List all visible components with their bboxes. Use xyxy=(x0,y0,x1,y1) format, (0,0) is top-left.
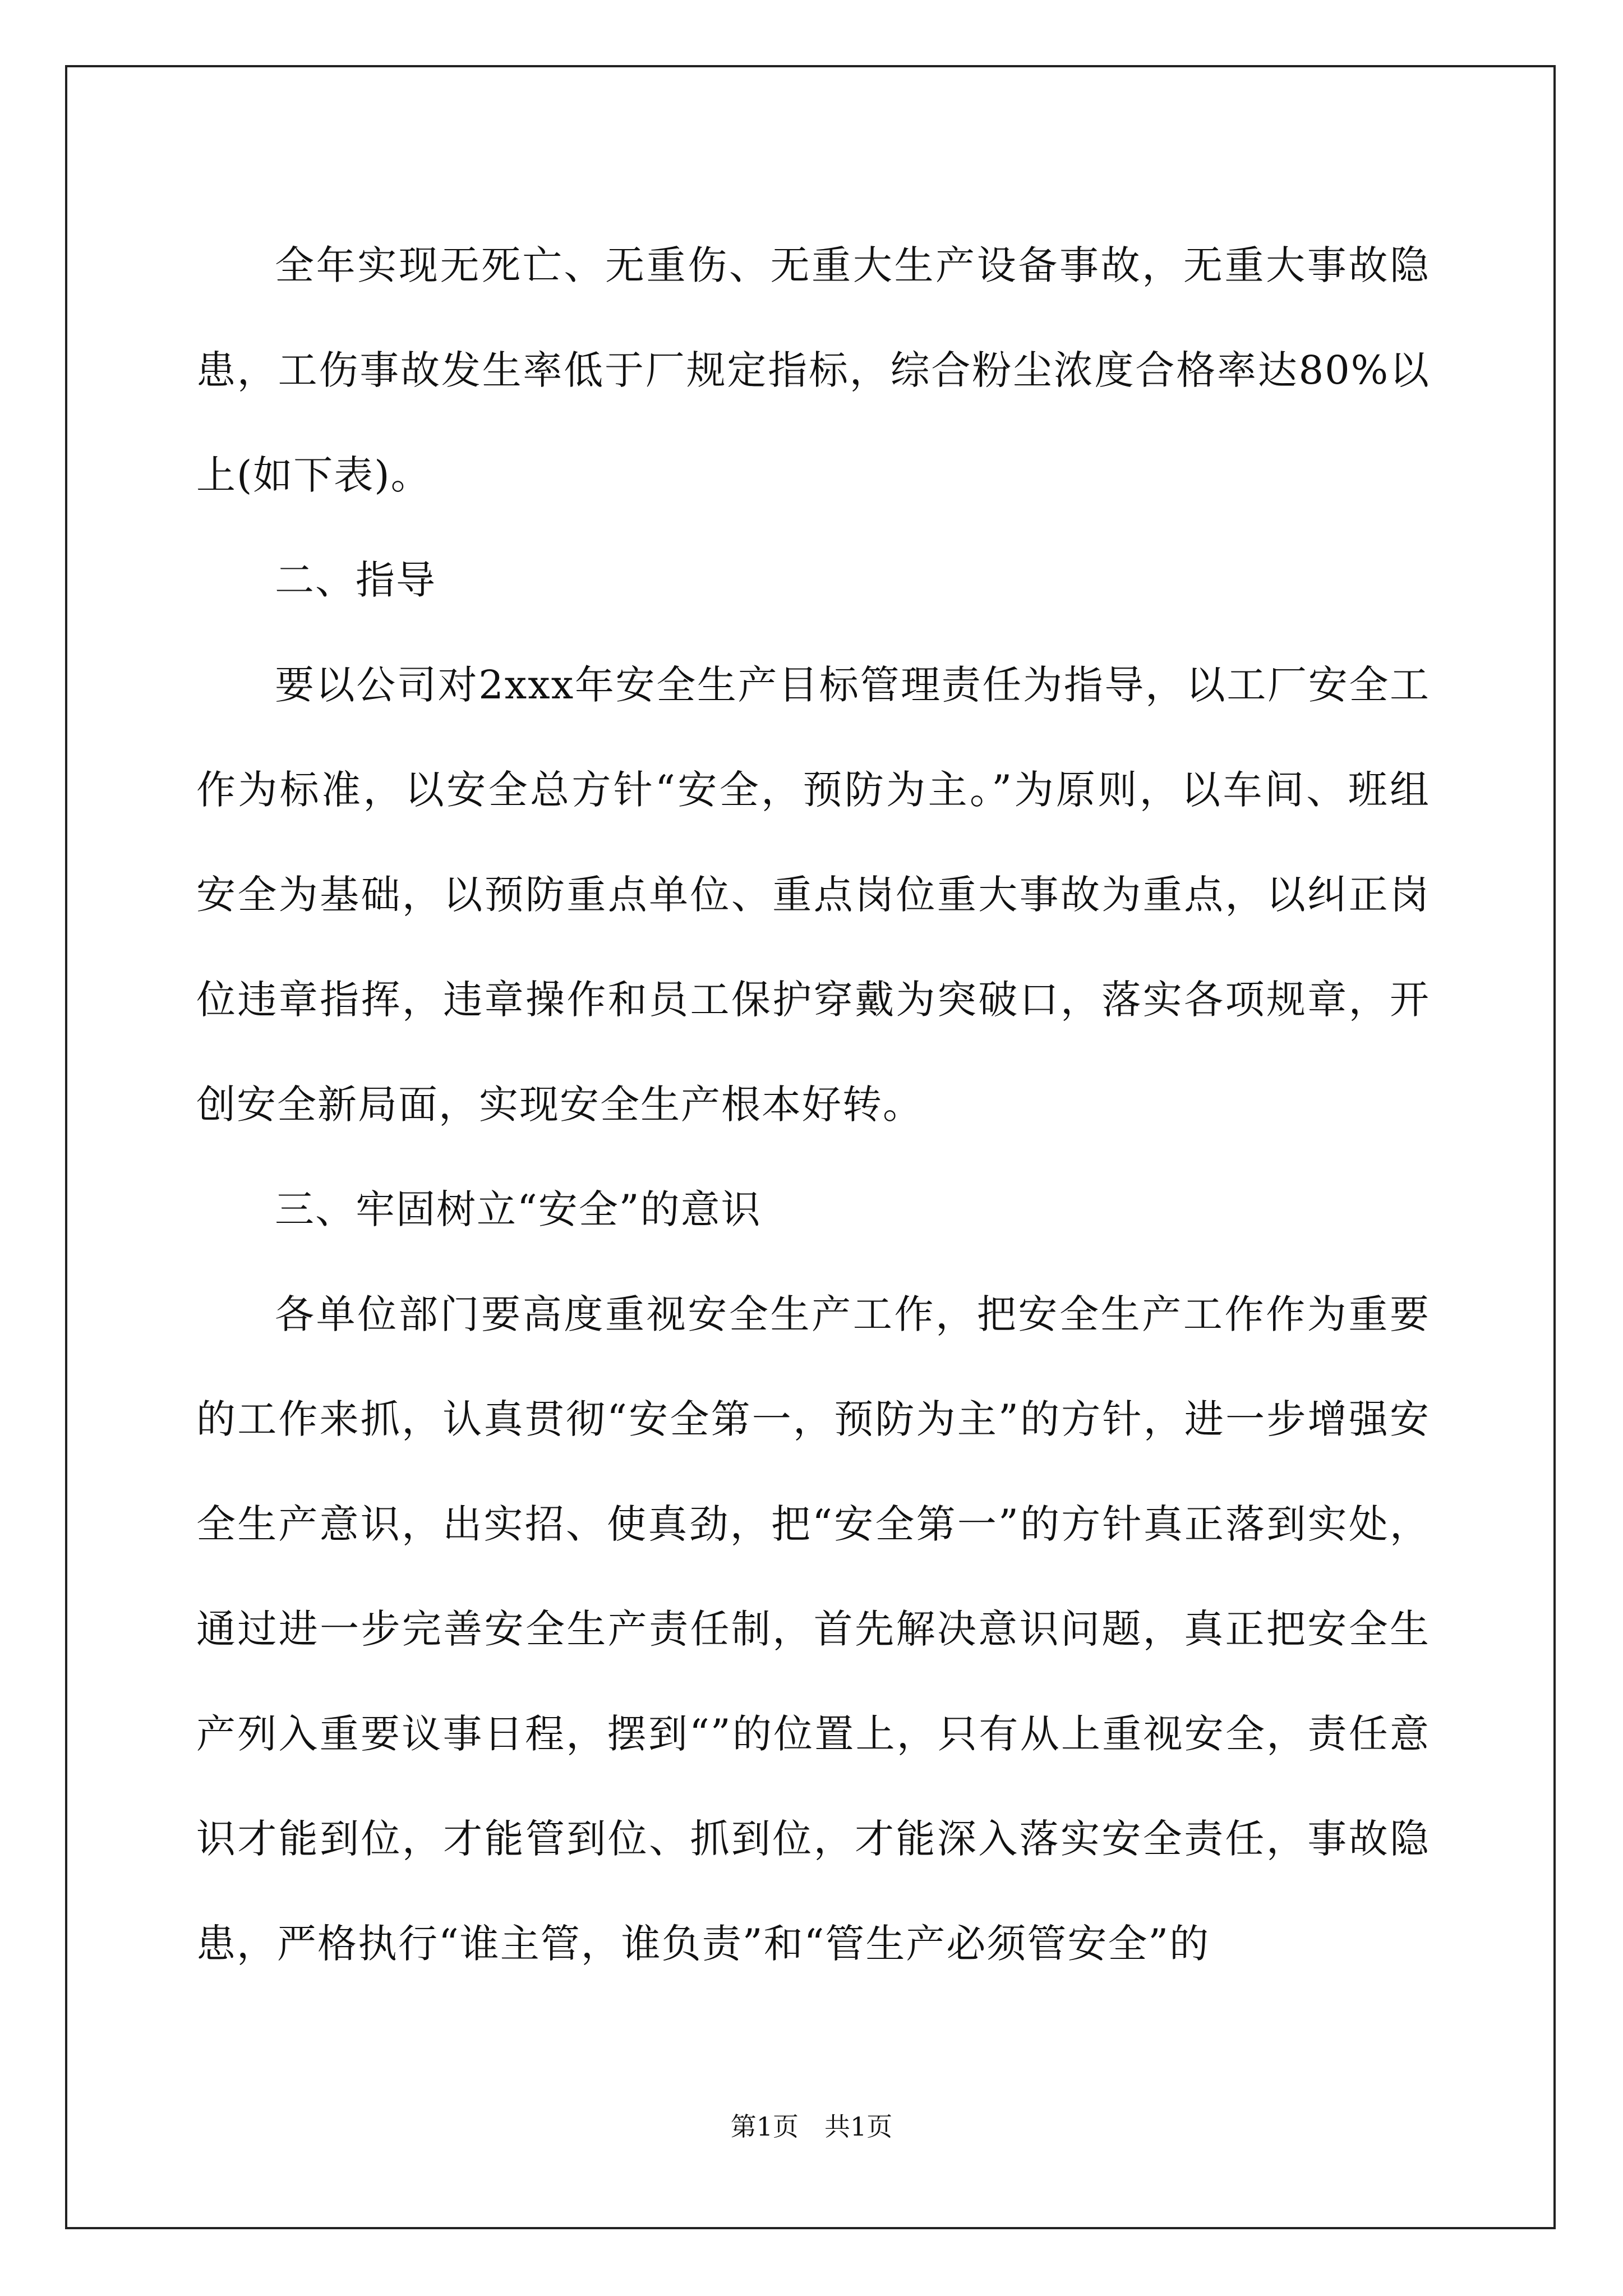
page-footer: 第1页 共1页 xyxy=(730,2111,893,2142)
paragraph-safety-awareness: 各单位部门要高度重视安全生产工作，把安全生产工作作为重要的工作来抓，认真贯彻“安全第一，预防为主”的方针，进一步增强安全生产意识，出实招、使真劲，把“安全第一”的方针真正落到实处，通过进一步完善安全生产责任制，首先解决意识问题，真正把安全生产列入重要议事日程，摆到“”的位置上，只有从上重视安全，责任意识才能到位，才能管到位、抓到位，才能深入落实安全责任，事故隐患，严格执行“谁主管，谁负责”和“管生产必须管安全”的 xyxy=(196,1291,1430,1967)
document-body xyxy=(196,213,1430,1996)
paragraph-goals: 全年实现无死亡、无重伤、无重大生产设备事故，无重大事故隐患，工伤事故发生率低于厂规定指标，综合粉尘浓度合格率达80%以上(如下表)。 xyxy=(196,242,1430,498)
paragraph-guidance: 要以公司对2xxx年安全生产目标管理责任为指导，以工厂安全工作为标准，以安全总方针“安全，预防为主。”为原则，以车间、班组安全为基础，以预防重点单位、重点岗位重大事故为重点，以纠正岗位违章指挥，违章操作和员工保护穿戴为突破口，落实各项规章，开创安全新局面，实现安全生产根本好转。 xyxy=(196,662,1430,1128)
heading-safety-awareness: 三、牢固树立“安全”的意识 xyxy=(275,1186,762,1232)
heading-guidance: 二、指导 xyxy=(275,557,436,603)
